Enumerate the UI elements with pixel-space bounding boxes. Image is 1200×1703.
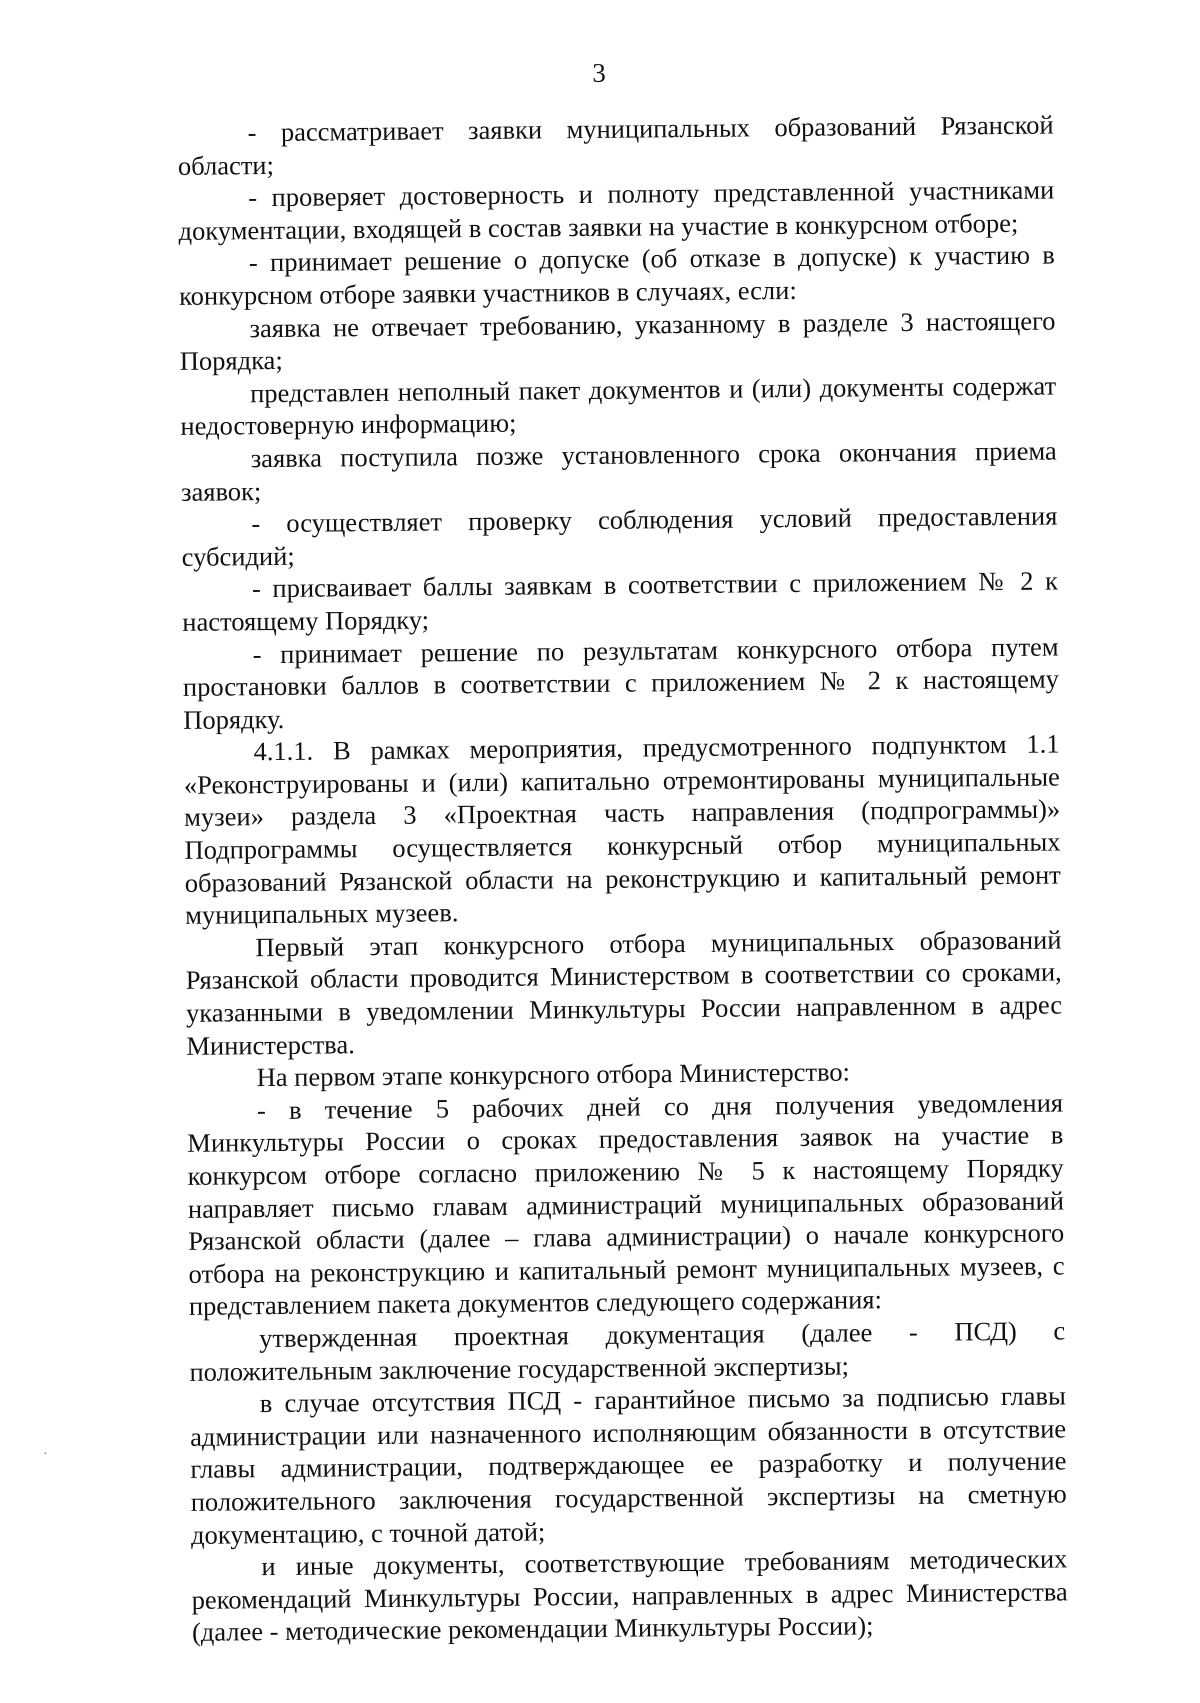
page-number: 3: [592, 57, 606, 88]
paragraph: - принимает решение о допуске (об отказе в допуске) к участию в конкурсном отборе заявки участников в случаях, если:: [179, 239, 1055, 311]
paragraph: и иные документы, соответствующие требованиям методических рекомендаций Минкультуры России, направленных в адрес Министерства (далее - методические рекомендации Минкультуры России);: [191, 1543, 1068, 1648]
paragraph: - рассматривает заявки муниципальных образований Рязанской области;: [177, 109, 1054, 181]
paragraph: заявка не отвечает требованию, указанному в разделе 3 настоящего Порядка;: [179, 305, 1056, 377]
paragraph: Первый этап конкурсного отбора муниципальных образований Рязанской области проводится Министерством в соответствии со сроками, указанными в уведомлении Минкультуры России направленном в адрес Министерства.: [185, 924, 1063, 1061]
document-body: [177, 108, 1068, 1648]
paragraph: - осуществляет проверку соблюдения условий предоставления субсидий;: [181, 500, 1058, 572]
paragraph: - в течение 5 рабочих дней со дня получения уведомления Минкультуры России о сроках предоставления заявок на участие в конкурсом отборе согласно приложению № 5 к настоящему Порядку направляет письмо главам администраций муниципальных образований Рязанской области (далее – глава администрации) о начале конкурсного отбора на реконструкцию и капитальный ремонт муниципальных музеев, с представлением пакета документов следующего содержания:: [187, 1087, 1065, 1322]
paragraph: утвержденная проектная документация (далее - ПСД) с положительным заключение государственной экспертизы;: [189, 1315, 1066, 1387]
paragraph: - проверяет достоверность и полноту представленной участниками документации, входящей в состав заявки на участие в конкурсном отборе;: [178, 174, 1055, 246]
paragraph: 4.1.1. В рамках мероприятия, предусмотренного подпунктом 1.1 «Реконструированы и (или) капитально отремонтированы муниципальные музеи» раздела 3 «Проектная часть направления (подпрограммы)» Подпрограммы осуществляется конкурсный отбор муниципальных образований Рязанской области на реконструкцию и капитальный ремонт муниципальных музеев.: [183, 728, 1061, 931]
paragraph: в случае отсутствия ПСД - гарантийное письмо за подписью главы администрации или назначенного исполняющим обязанности в отсутствие главы администрации, подтверждающее ее разработку и получение положительного заключения государственной экспертизы на сметную документацию, с точной датой;: [190, 1380, 1067, 1550]
paragraph: - присваивает баллы заявкам в соответствии с приложением № 2 к настоящему Порядку;: [182, 565, 1059, 637]
paragraph: представлен неполный пакет документов и (или) документы содержат недостоверную информацию;: [180, 370, 1057, 442]
paragraph: На первом этапе конкурсного отбора Министерство:: [256, 1056, 851, 1093]
paragraph: - принимает решение по результатам конкурсного отбора путем простановки баллов в соответствии с приложением № 2 к настоящему Порядку.: [182, 630, 1060, 735]
paragraph: заявка поступила позже установленного срока окончания приема заявок;: [180, 435, 1057, 507]
scan-speck: [44, 1452, 46, 1454]
